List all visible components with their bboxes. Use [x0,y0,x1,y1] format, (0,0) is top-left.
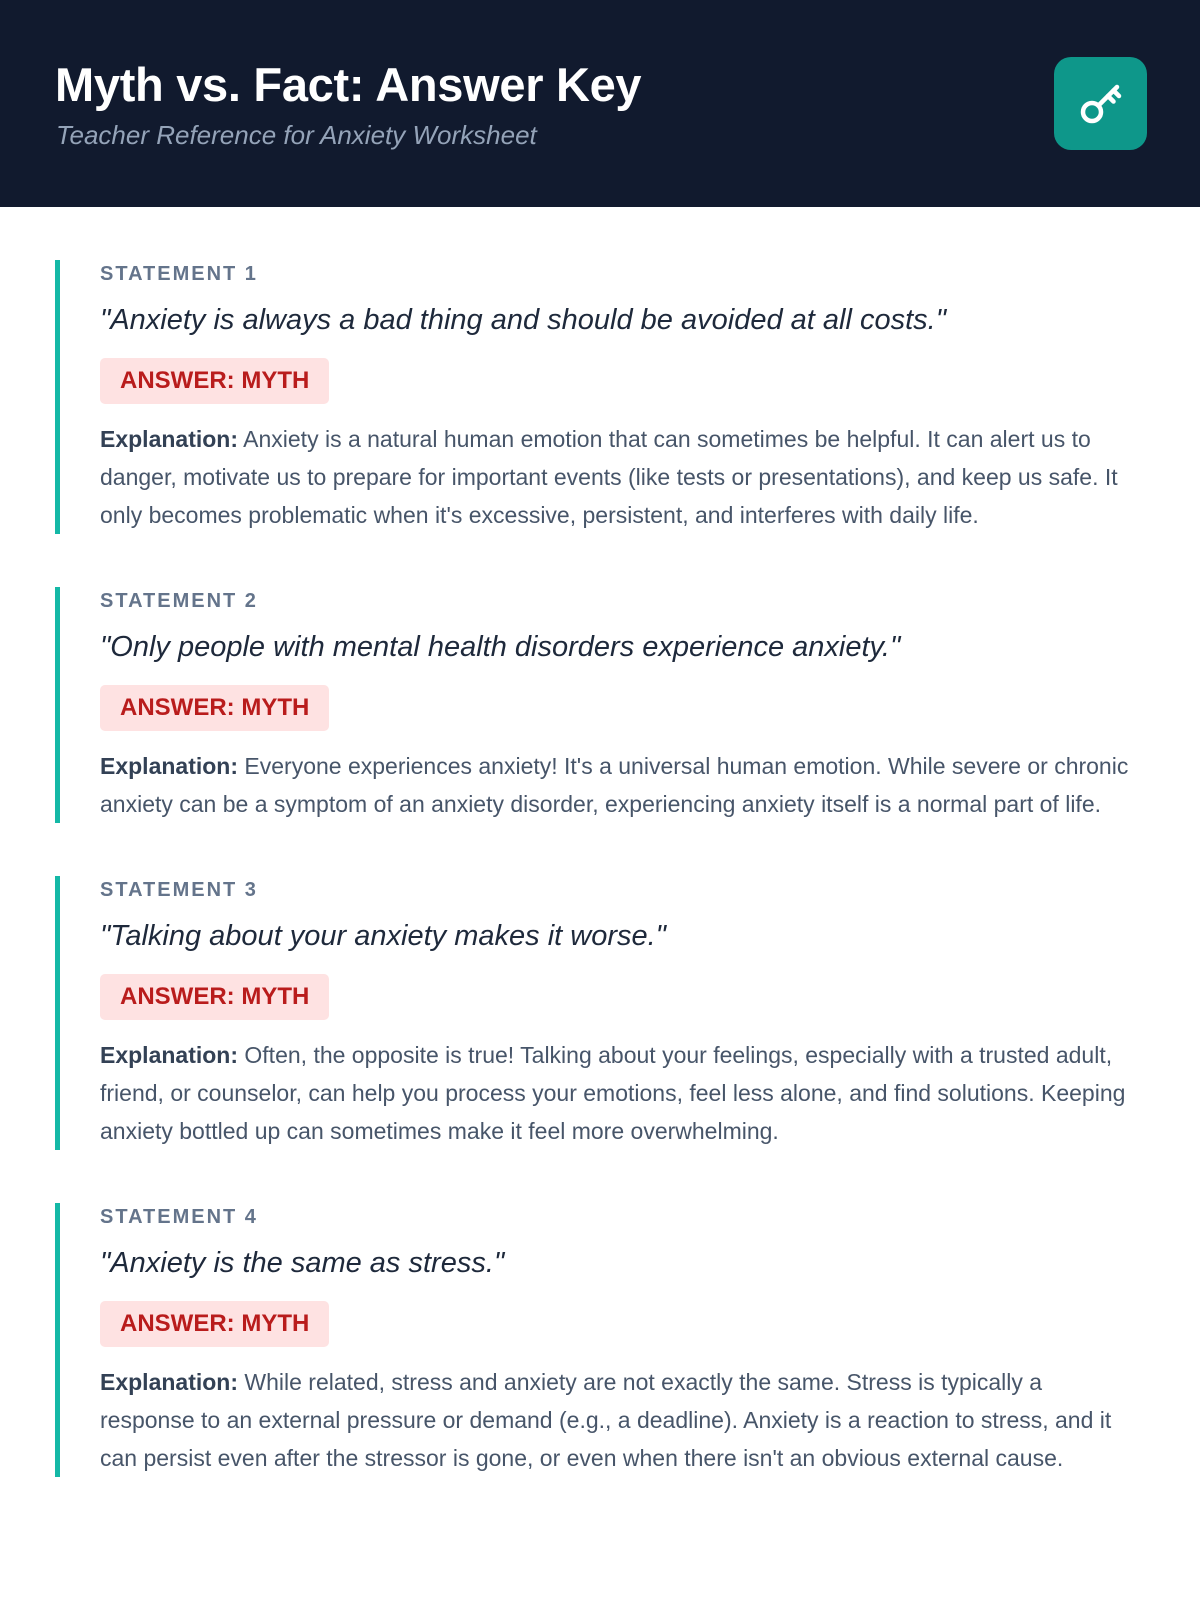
explanation-label: Explanation: [100,1369,239,1395]
statement-label: STATEMENT 2 [100,590,258,612]
statement-card [55,1203,1145,1477]
explanation [100,1036,1145,1150]
page-subtitle: Teacher Reference for Anxiety Worksheet [56,120,537,150]
statement-card [55,876,1145,1150]
explanation-label: Explanation: [100,753,239,779]
answer-badge: ANSWER: MYTH [100,1301,329,1347]
answer-badge: ANSWER: MYTH [100,358,329,404]
statement-text: "Only people with mental health disorders experience anxiety." [100,631,901,663]
statement-label: STATEMENT 1 [100,263,258,285]
statement-label: STATEMENT 3 [100,879,258,901]
statement-card [55,587,1145,823]
explanation-text: Everyone experiences anxiety! It's a universal human emotion. While severe or chronic anxiety can be a symptom of an anxiety disorder, experiencing anxiety itself is a normal part of life. [100,753,1129,817]
answer-badge: ANSWER: MYTH [100,974,329,1020]
statement-card [55,260,1145,534]
page-header [0,0,1200,207]
page-title: Myth vs. Fact: Answer Key [55,58,642,111]
explanation [100,1363,1145,1477]
explanation [100,420,1145,534]
explanation-text: While related, stress and anxiety are not exactly the same. Stress is typically a response to an external pressure or demand (e.g., a deadline). Anxiety is a reaction to stress, and it can persist even after the stressor is gone, or even when there isn't an obvious external cause. [100,1369,1112,1471]
explanation-text: Anxiety is a natural human emotion that can sometimes be helpful. It can alert us to danger, motivate us to prepare for important events (like tests or presentations), and keep us safe. It only becomes problematic when it's excessive, persistent, and interferes with daily life. [100,426,1118,528]
statement-text: "Talking about your anxiety makes it worse." [100,920,666,952]
explanation-label: Explanation: [100,426,239,452]
key-icon [1075,78,1127,130]
answer-key-list [0,207,1200,1477]
key-badge [1054,57,1147,150]
statement-text: "Anxiety is always a bad thing and should be avoided at all costs." [100,304,946,336]
answer-badge: ANSWER: MYTH [100,685,329,731]
statement-label: STATEMENT 4 [100,1206,258,1228]
explanation-text: Often, the opposite is true! Talking about your feelings, especially with a trusted adult, friend, or counselor, can help you process your emotions, feel less alone, and find solutions. Keeping anxiety bottled up can sometimes make it feel more overwhelming. [100,1042,1126,1144]
explanation [100,747,1145,823]
explanation-label: Explanation: [100,1042,239,1068]
statement-text: "Anxiety is the same as stress." [100,1247,505,1279]
